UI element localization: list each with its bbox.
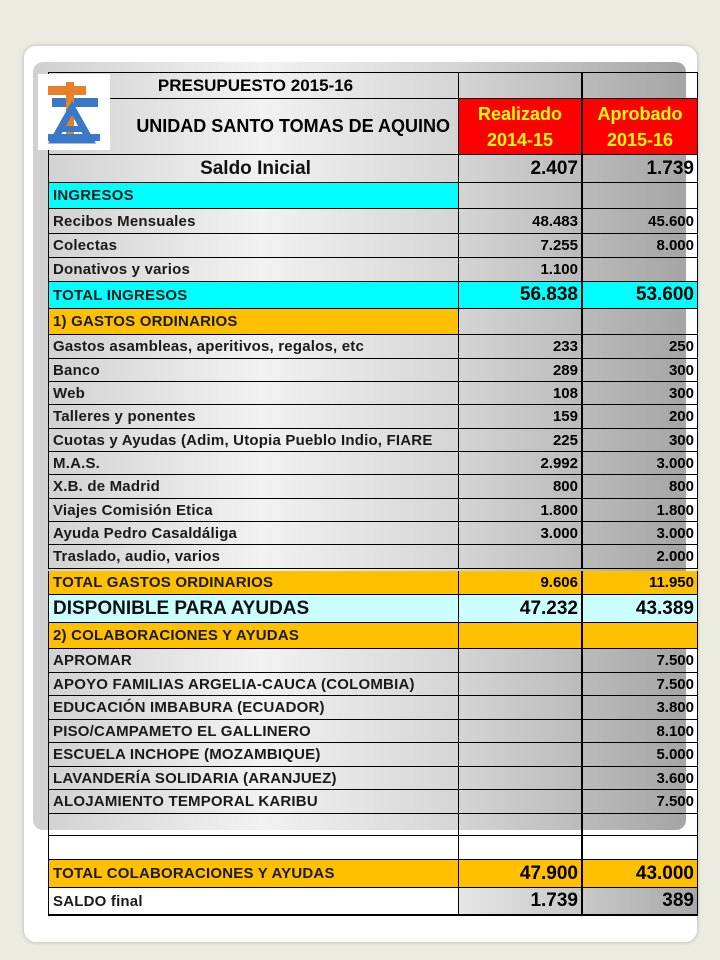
- row-value-realizado: 225: [552, 431, 578, 449]
- saldo-final-row: SALDO final 1.739 389: [48, 888, 698, 916]
- row-label: Web: [53, 384, 85, 402]
- row-value-realizado: 3.000: [540, 524, 578, 542]
- table-row: [48, 743, 698, 767]
- row-value-realizado: 800: [552, 478, 578, 495]
- row-label: APOYO FAMILIAS ARGELIA-CAUCA (COLOMBIA): [53, 675, 415, 693]
- row-label: Ayuda Pedro Casaldáliga: [53, 524, 238, 542]
- row-label: Recibos Mensuales: [53, 212, 196, 230]
- total-gastos-row: TOTAL GASTOS ORDINARIOS 9.606 11.950: [48, 571, 698, 595]
- row-value-aprobado: 3.000: [656, 524, 694, 542]
- row-label: Talleres y ponentes: [53, 408, 196, 425]
- table-row: [48, 234, 698, 258]
- table-row: [48, 335, 698, 359]
- row-label: Banco: [53, 361, 100, 379]
- row-value-aprobado: 3.600: [656, 769, 694, 787]
- row-value-aprobado: 7.500: [656, 675, 694, 693]
- row-value-realizado: 159: [552, 408, 578, 425]
- row-value-aprobado: 2.000: [656, 548, 694, 565]
- row-value-aprobado: 5.000: [656, 746, 694, 763]
- row-value-realizado: 1.100: [540, 261, 578, 278]
- row-label: M.A.S.: [53, 454, 101, 472]
- table-row: [48, 359, 698, 382]
- header-title-row: [48, 72, 698, 99]
- row-value-aprobado: 800: [668, 478, 694, 495]
- table-row: [48, 767, 698, 790]
- row-value-aprobado: 8.100: [656, 722, 694, 740]
- row-value-aprobado: 3.800: [656, 699, 694, 716]
- table-row: [48, 673, 698, 696]
- row-value-realizado: 233: [552, 338, 578, 355]
- disponible-row: DISPONIBLE PARA AYUDAS 47.232 43.389: [48, 595, 698, 623]
- row-value-realizado: 7.255: [540, 237, 578, 254]
- row-value-realizado: 108: [552, 384, 578, 402]
- header-columns-row: [48, 99, 698, 155]
- table-row: [48, 452, 698, 475]
- row-value-aprobado: 200: [668, 408, 694, 425]
- table-row: [48, 649, 698, 673]
- row-value-realizado: 289: [552, 361, 578, 379]
- table-row: [48, 429, 698, 452]
- saldo-inicial-label: Saldo Inicial: [200, 157, 311, 179]
- col-aprobado-header: Aprobado 2015-16: [583, 99, 698, 155]
- table-row: [48, 720, 698, 743]
- table-row: [48, 696, 698, 720]
- table-row: [48, 405, 698, 429]
- row-value-aprobado: 8.000: [656, 237, 694, 254]
- row-value-aprobado: 300: [668, 431, 694, 449]
- row-label: Traslado, audio, varios: [53, 548, 221, 565]
- table-row: [48, 382, 698, 405]
- table-row: [48, 209, 698, 234]
- org-name: UNIDAD SANTO TOMAS DE AQUINO: [136, 116, 450, 136]
- row-value-realizado: 2.992: [540, 454, 578, 472]
- table-row: [48, 545, 698, 569]
- blank-row: [48, 813, 698, 836]
- row-value-aprobado: 300: [668, 384, 694, 402]
- row-value-realizado: 1.800: [540, 501, 578, 519]
- table-row: [48, 499, 698, 522]
- blank-row: [48, 836, 698, 860]
- org-logo: [38, 74, 110, 150]
- row-value-aprobado: 7.500: [656, 793, 694, 810]
- col-realizado-header: Realizado 2014-15: [459, 99, 583, 155]
- row-label: LAVANDERÍA SOLIDARIA (ARANJUEZ): [53, 769, 337, 787]
- colaboraciones-header-row: 2) COLABORACIONES Y AYUDAS: [48, 623, 698, 649]
- row-label: PISO/CAMPAMETO EL GALLINERO: [53, 722, 311, 740]
- row-value-aprobado: 45.600: [648, 212, 694, 230]
- saldo-inicial-row: Saldo Inicial 2.407 1.739: [48, 155, 698, 183]
- table-row: [48, 790, 698, 814]
- table-row: [48, 522, 698, 545]
- row-value-aprobado: 3.000: [656, 454, 694, 472]
- total-ingresos-row: TOTAL INGRESOS 56.838 53.600: [48, 282, 698, 309]
- row-label: APROMAR: [53, 652, 132, 669]
- row-label: X.B. de Madrid: [53, 478, 160, 495]
- ingresos-header-row: INGRESOS: [48, 183, 698, 209]
- row-label: ESCUELA INCHOPE (MOZAMBIQUE): [53, 746, 321, 763]
- row-label: Donativos y varios: [53, 261, 190, 278]
- row-label: Viajes Comisión Etica: [53, 501, 213, 519]
- budget-title: PRESUPUESTO 2015-16: [157, 75, 354, 95]
- row-label: EDUCACIÓN IMBABURA (ECUADOR): [53, 699, 325, 716]
- total-colaboraciones-row: TOTAL COLABORACIONES Y AYUDAS 47.900 43.000: [48, 860, 698, 888]
- row-label: Cuotas y Ayudas (Adim, Utopia Pueblo Indio, FIARE: [53, 431, 433, 449]
- row-value-aprobado: 250: [668, 338, 694, 355]
- row-label: Colectas: [53, 237, 118, 254]
- row-label: ALOJAMIENTO TEMPORAL KARIBU: [53, 793, 318, 810]
- row-label: Gastos asambleas, aperitivos, regalos, etc: [53, 338, 365, 355]
- row-value-aprobado: 1.800: [656, 501, 694, 519]
- row-value-aprobado: 7.500: [656, 652, 694, 669]
- gastos-header-row: 1) GASTOS ORDINARIOS: [48, 309, 698, 335]
- table-row: [48, 258, 698, 282]
- table-row: [48, 475, 698, 499]
- row-value-aprobado: 300: [668, 361, 694, 379]
- row-value-realizado: 48.483: [532, 212, 578, 230]
